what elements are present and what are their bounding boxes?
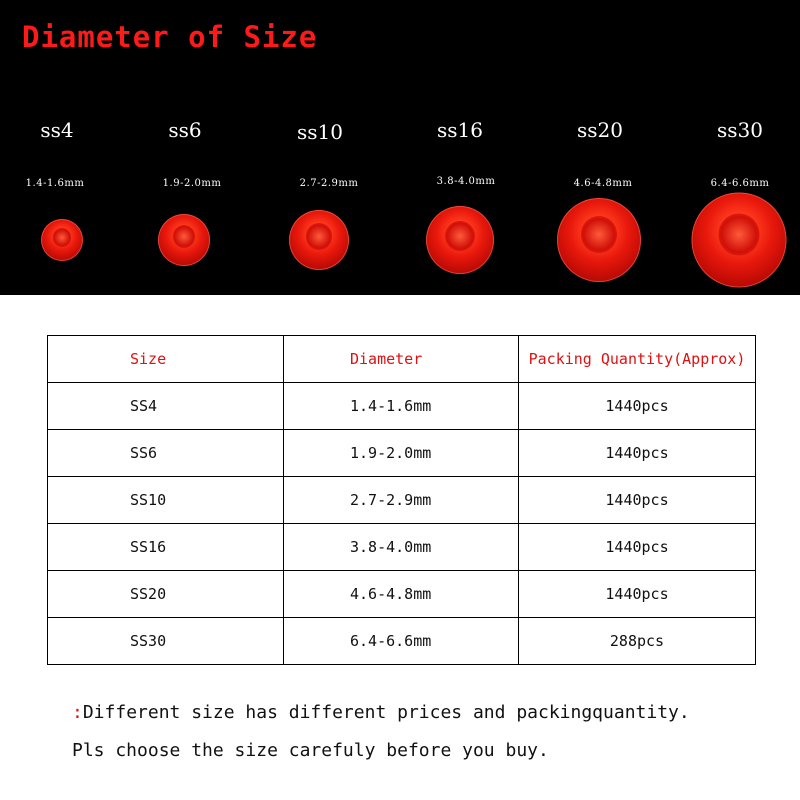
rhinestone-ss16-image [426, 206, 494, 274]
note-line-choose: Pls choose the size carefuly before you buy. [72, 740, 549, 761]
size-banner [0, 0, 800, 295]
cell-diameter: 1.9-2.0mm [284, 430, 519, 477]
table-row [48, 430, 756, 477]
cell-quantity: 288pcs [519, 618, 756, 665]
size-spec-table [47, 335, 756, 665]
size-diameter-ss6: 1.9-2.0mm [162, 178, 222, 189]
table-row [48, 571, 756, 618]
cell-quantity: 1440pcs [519, 477, 756, 524]
cell-size: SS16 [48, 524, 284, 571]
header-diameter: Diameter [284, 336, 519, 383]
size-label-ss6: ss6 [168, 118, 202, 142]
header-packing-quantity: Packing Quantity(Approx) [519, 336, 756, 383]
size-label-ss16: ss16 [437, 118, 483, 142]
note-marker: : [72, 702, 83, 723]
cell-quantity: 1440pcs [519, 430, 756, 477]
cell-diameter: 3.8-4.0mm [284, 524, 519, 571]
table-row [48, 524, 756, 571]
rhinestone-ss4-image [41, 219, 83, 261]
size-diameter-ss30: 6.4-6.6mm [710, 178, 770, 189]
table-row [48, 383, 756, 430]
size-label-ss4: ss4 [40, 118, 74, 142]
size-diameter-ss16: 3.8-4.0mm [436, 176, 496, 187]
note-text-prices: Different size has different prices and packingquantity. [82, 702, 690, 723]
rhinestone-ss20-image [557, 198, 641, 282]
size-diameter-ss20: 4.6-4.8mm [573, 178, 633, 189]
cell-size: SS30 [48, 618, 284, 665]
cell-diameter: 2.7-2.9mm [284, 477, 519, 524]
size-diameter-ss4: 1.4-1.6mm [25, 178, 85, 189]
note-line-prices [72, 702, 690, 723]
size-label-ss30: ss30 [717, 118, 763, 142]
cell-diameter: 1.4-1.6mm [284, 383, 519, 430]
cell-size: SS6 [48, 430, 284, 477]
size-diameter-ss10: 2.7-2.9mm [299, 178, 359, 189]
table-row [48, 618, 756, 665]
table-row [48, 477, 756, 524]
rhinestone-ss10-image [289, 210, 349, 270]
header-size: Size [48, 336, 284, 383]
cell-diameter: 6.4-6.6mm [284, 618, 519, 665]
cell-quantity: 1440pcs [519, 383, 756, 430]
cell-quantity: 1440pcs [519, 524, 756, 571]
cell-diameter: 4.6-4.8mm [284, 571, 519, 618]
cell-quantity: 1440pcs [519, 571, 756, 618]
cell-size: SS10 [48, 477, 284, 524]
cell-size: SS4 [48, 383, 284, 430]
size-label-ss10: ss10 [297, 120, 343, 144]
size-label-ss20: ss20 [577, 118, 623, 142]
rhinestone-ss30-image [692, 193, 787, 288]
banner-title: Diameter of Size [22, 20, 318, 54]
rhinestone-ss6-image [158, 214, 210, 266]
table-header-row [48, 336, 756, 383]
cell-size: SS20 [48, 571, 284, 618]
